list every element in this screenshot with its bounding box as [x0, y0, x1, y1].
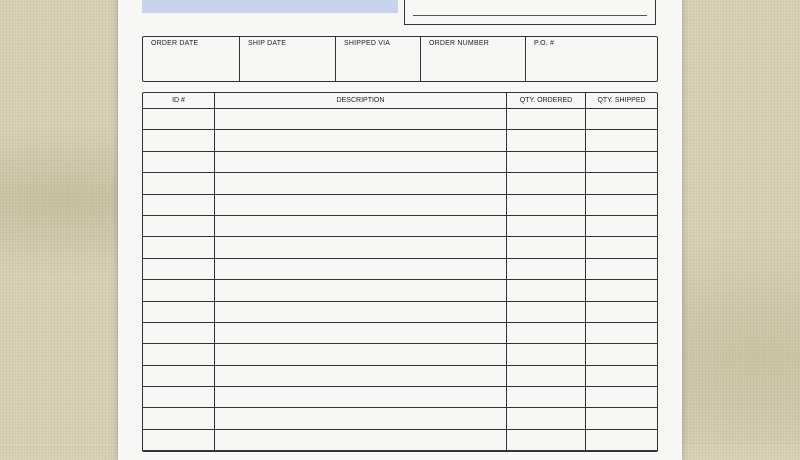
order-number-label: ORDER NUMBER	[429, 40, 489, 47]
id-cell[interactable]	[143, 302, 214, 322]
description-cell[interactable]	[214, 408, 506, 428]
table-row	[143, 280, 657, 301]
qty-shipped-cell[interactable]	[585, 302, 657, 322]
qty-ordered-cell[interactable]	[506, 408, 585, 428]
qty-ordered-cell[interactable]	[506, 173, 585, 193]
table-row	[143, 387, 657, 408]
description-cell[interactable]	[214, 323, 506, 343]
description-cell[interactable]	[214, 302, 506, 322]
column-header-description: DESCRIPTION	[214, 93, 506, 108]
table-row	[143, 323, 657, 344]
id-cell[interactable]	[143, 323, 214, 343]
description-cell[interactable]	[214, 237, 506, 257]
table-row	[143, 152, 657, 173]
id-cell[interactable]	[143, 366, 214, 386]
qty-shipped-cell[interactable]	[585, 173, 657, 193]
column-header-qty-ordered: QTY. ORDERED	[506, 93, 585, 108]
company-header-highlight	[142, 0, 398, 13]
id-cell[interactable]	[143, 216, 214, 236]
qty-shipped-cell[interactable]	[585, 408, 657, 428]
po-number-label: P.O. #	[534, 40, 555, 47]
id-cell[interactable]	[143, 408, 214, 428]
order-info-table	[142, 36, 658, 82]
qty-shipped-cell[interactable]	[585, 109, 657, 129]
qty-shipped-cell[interactable]	[585, 152, 657, 172]
qty-shipped-cell[interactable]	[585, 195, 657, 215]
column-header-id: ID #	[172, 97, 185, 104]
qty-shipped-cell[interactable]	[585, 387, 657, 407]
id-cell[interactable]	[143, 195, 214, 215]
qty-shipped-cell[interactable]	[585, 430, 657, 450]
order-number-field[interactable]	[420, 37, 525, 81]
qty-ordered-cell[interactable]	[506, 130, 585, 150]
qty-shipped-cell[interactable]	[585, 130, 657, 150]
qty-ordered-cell[interactable]	[506, 387, 585, 407]
shipped-via-label: SHIPPED VIA	[344, 40, 391, 47]
table-row	[143, 366, 657, 387]
table-row	[143, 195, 657, 216]
ship-date-field[interactable]	[239, 37, 335, 81]
id-cell[interactable]	[143, 259, 214, 279]
table-row	[143, 216, 657, 237]
qty-ordered-cell[interactable]	[506, 216, 585, 236]
ship-to-box	[404, 0, 656, 25]
description-cell[interactable]	[214, 259, 506, 279]
table-row	[143, 173, 657, 194]
qty-ordered-cell[interactable]	[506, 280, 585, 300]
qty-shipped-cell[interactable]	[585, 323, 657, 343]
description-cell[interactable]	[214, 109, 506, 129]
table-row	[143, 130, 657, 151]
qty-ordered-cell[interactable]	[506, 323, 585, 343]
order-date-field[interactable]	[143, 37, 239, 81]
order-date-label: ORDER DATE	[151, 40, 199, 47]
ship-to-line	[413, 15, 647, 16]
qty-ordered-cell[interactable]	[506, 302, 585, 322]
id-cell[interactable]	[143, 173, 214, 193]
qty-shipped-cell[interactable]	[585, 280, 657, 300]
id-cell[interactable]	[143, 344, 214, 364]
items-table-body	[143, 109, 657, 451]
description-cell[interactable]	[214, 366, 506, 386]
table-row	[143, 302, 657, 323]
table-row	[143, 430, 657, 451]
description-cell[interactable]	[214, 216, 506, 236]
qty-shipped-cell[interactable]	[585, 237, 657, 257]
table-row	[143, 259, 657, 280]
id-cell[interactable]	[143, 109, 214, 129]
id-cell[interactable]	[143, 152, 214, 172]
qty-ordered-cell[interactable]	[506, 344, 585, 364]
shipped-via-field[interactable]	[335, 37, 420, 81]
id-cell[interactable]	[143, 280, 214, 300]
items-table	[142, 92, 658, 452]
description-cell[interactable]	[214, 130, 506, 150]
description-cell[interactable]	[214, 173, 506, 193]
items-table-header	[143, 93, 657, 109]
qty-shipped-cell[interactable]	[585, 344, 657, 364]
id-cell[interactable]	[143, 387, 214, 407]
po-number-field[interactable]	[525, 37, 657, 81]
qty-shipped-cell[interactable]	[585, 366, 657, 386]
id-cell[interactable]	[143, 237, 214, 257]
qty-ordered-cell[interactable]	[506, 237, 585, 257]
description-cell[interactable]	[214, 280, 506, 300]
qty-ordered-cell[interactable]	[506, 195, 585, 215]
id-cell[interactable]	[143, 430, 214, 450]
qty-shipped-cell[interactable]	[585, 259, 657, 279]
description-cell[interactable]	[214, 195, 506, 215]
table-row	[143, 344, 657, 365]
qty-ordered-cell[interactable]	[506, 430, 585, 450]
table-row	[143, 408, 657, 429]
qty-ordered-cell[interactable]	[506, 109, 585, 129]
ship-date-label: SHIP DATE	[248, 40, 287, 47]
id-cell[interactable]	[143, 130, 214, 150]
qty-ordered-cell[interactable]	[506, 152, 585, 172]
table-row	[143, 237, 657, 258]
description-cell[interactable]	[214, 152, 506, 172]
qty-ordered-cell[interactable]	[506, 366, 585, 386]
qty-ordered-cell[interactable]	[506, 259, 585, 279]
column-header-qty-shipped: QTY. SHIPPED	[585, 93, 657, 108]
qty-shipped-cell[interactable]	[585, 216, 657, 236]
description-cell[interactable]	[214, 344, 506, 364]
description-cell[interactable]	[214, 387, 506, 407]
table-row	[143, 109, 657, 130]
description-cell[interactable]	[214, 430, 506, 450]
